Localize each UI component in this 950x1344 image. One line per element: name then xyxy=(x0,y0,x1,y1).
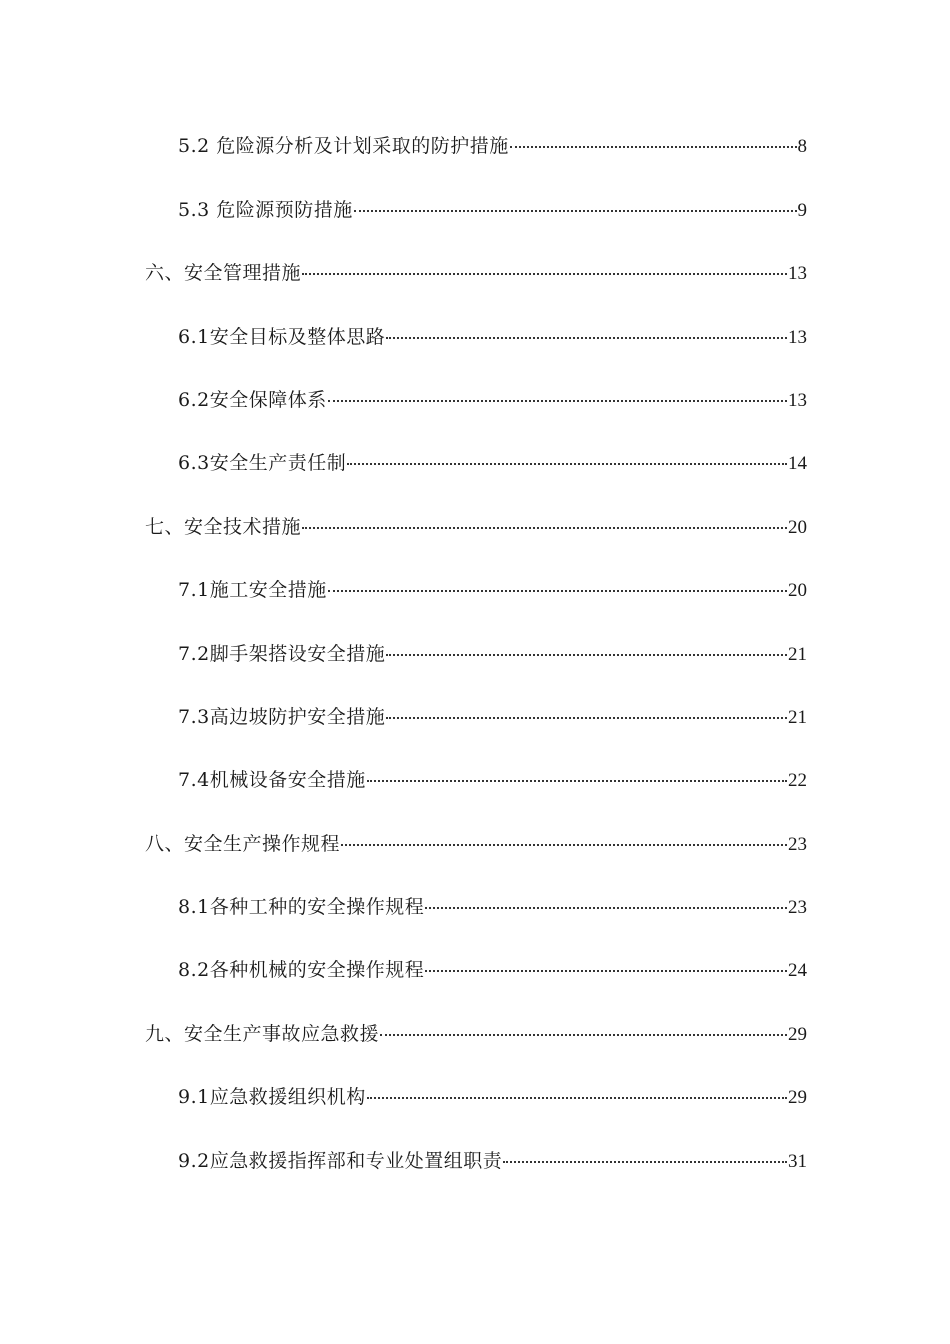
toc-dot-leader xyxy=(386,654,787,656)
toc-entry[interactable] xyxy=(0,309,950,372)
toc-entry-title: 八、安全生产操作规程 xyxy=(145,832,341,855)
toc-entry-title: 7.1施工安全措施 xyxy=(178,579,327,602)
toc-page-number: 29 xyxy=(788,1087,807,1109)
toc-dot-leader xyxy=(347,463,787,465)
toc-entry-title: 9.2应急救援指挥部和专业处置组职责 xyxy=(178,1149,503,1172)
toc-page-number: 24 xyxy=(788,960,807,982)
toc-entry[interactable] xyxy=(0,119,950,182)
toc-dot-leader xyxy=(425,907,787,909)
toc-dot-leader xyxy=(328,400,787,402)
toc-page-number: 13 xyxy=(788,263,807,285)
toc-entry-title: 9.1应急救援组织机构 xyxy=(178,1086,366,1109)
toc-page-number: 23 xyxy=(788,897,807,919)
toc-page-number: 9 xyxy=(797,199,807,221)
toc-page-number: 13 xyxy=(788,389,807,411)
toc-entry-title: 九、安全生产事故应急救援 xyxy=(145,1022,380,1045)
toc-chapter-entry[interactable] xyxy=(0,816,950,879)
toc-entry[interactable] xyxy=(0,436,950,499)
toc-page-number: 20 xyxy=(788,516,807,538)
toc-entry-title: 8.1各种工种的安全操作规程 xyxy=(178,896,425,919)
toc-chapter-entry[interactable] xyxy=(0,246,950,309)
toc-entry-title: 七、安全技术措施 xyxy=(145,515,302,538)
toc-page-number: 29 xyxy=(788,1023,807,1045)
toc-entry-title: 6.3安全生产责任制 xyxy=(178,452,347,475)
table-of-contents xyxy=(0,119,950,1197)
toc-entry[interactable] xyxy=(0,1070,950,1133)
toc-dot-leader xyxy=(341,844,787,846)
toc-page-number: 8 xyxy=(797,136,807,158)
toc-dot-leader xyxy=(302,527,787,529)
toc-dot-leader xyxy=(354,210,797,212)
toc-entry[interactable] xyxy=(0,626,950,689)
toc-entry-title: 7.3高边坡防护安全措施 xyxy=(178,705,386,728)
toc-page-number: 23 xyxy=(788,833,807,855)
toc-entry[interactable] xyxy=(0,182,950,245)
toc-entry[interactable] xyxy=(0,880,950,943)
toc-dot-leader xyxy=(425,970,787,972)
toc-entry-title: 5.3 危险源预防措施 xyxy=(178,198,353,221)
toc-entry-title: 7.2脚手架搭设安全措施 xyxy=(178,642,386,665)
toc-page-number: 13 xyxy=(788,326,807,348)
toc-dot-leader xyxy=(503,1161,787,1163)
toc-entry-title: 6.1安全目标及整体思路 xyxy=(178,325,386,348)
toc-page-number: 31 xyxy=(788,1150,807,1172)
toc-entry[interactable] xyxy=(0,373,950,436)
toc-entry[interactable] xyxy=(0,690,950,753)
toc-page-number: 21 xyxy=(788,643,807,665)
toc-dot-leader xyxy=(367,1097,787,1099)
toc-entry[interactable] xyxy=(0,753,950,816)
toc-chapter-entry[interactable] xyxy=(0,499,950,562)
toc-dot-leader xyxy=(302,273,787,275)
toc-dot-leader xyxy=(328,590,787,592)
toc-dot-leader xyxy=(386,337,787,339)
toc-entry-title: 8.2各种机械的安全操作规程 xyxy=(178,959,425,982)
toc-entry[interactable] xyxy=(0,1133,950,1196)
toc-page-number: 14 xyxy=(788,453,807,475)
toc-page-number: 21 xyxy=(788,706,807,728)
toc-entry-title: 7.4机械设备安全措施 xyxy=(178,769,366,792)
toc-dot-leader xyxy=(367,780,787,782)
toc-entry-title: 6.2安全保障体系 xyxy=(178,388,327,411)
toc-entry[interactable] xyxy=(0,563,950,626)
toc-chapter-entry[interactable] xyxy=(0,1006,950,1069)
toc-page-number: 20 xyxy=(788,580,807,602)
toc-dot-leader xyxy=(386,717,787,719)
toc-dot-leader xyxy=(510,146,797,148)
toc-entry-title: 5.2 危险源分析及计划采取的防护措施 xyxy=(178,135,509,158)
toc-page-number: 22 xyxy=(788,770,807,792)
toc-entry[interactable] xyxy=(0,943,950,1006)
toc-dot-leader xyxy=(380,1034,787,1036)
toc-entry-title: 六、安全管理措施 xyxy=(145,262,302,285)
